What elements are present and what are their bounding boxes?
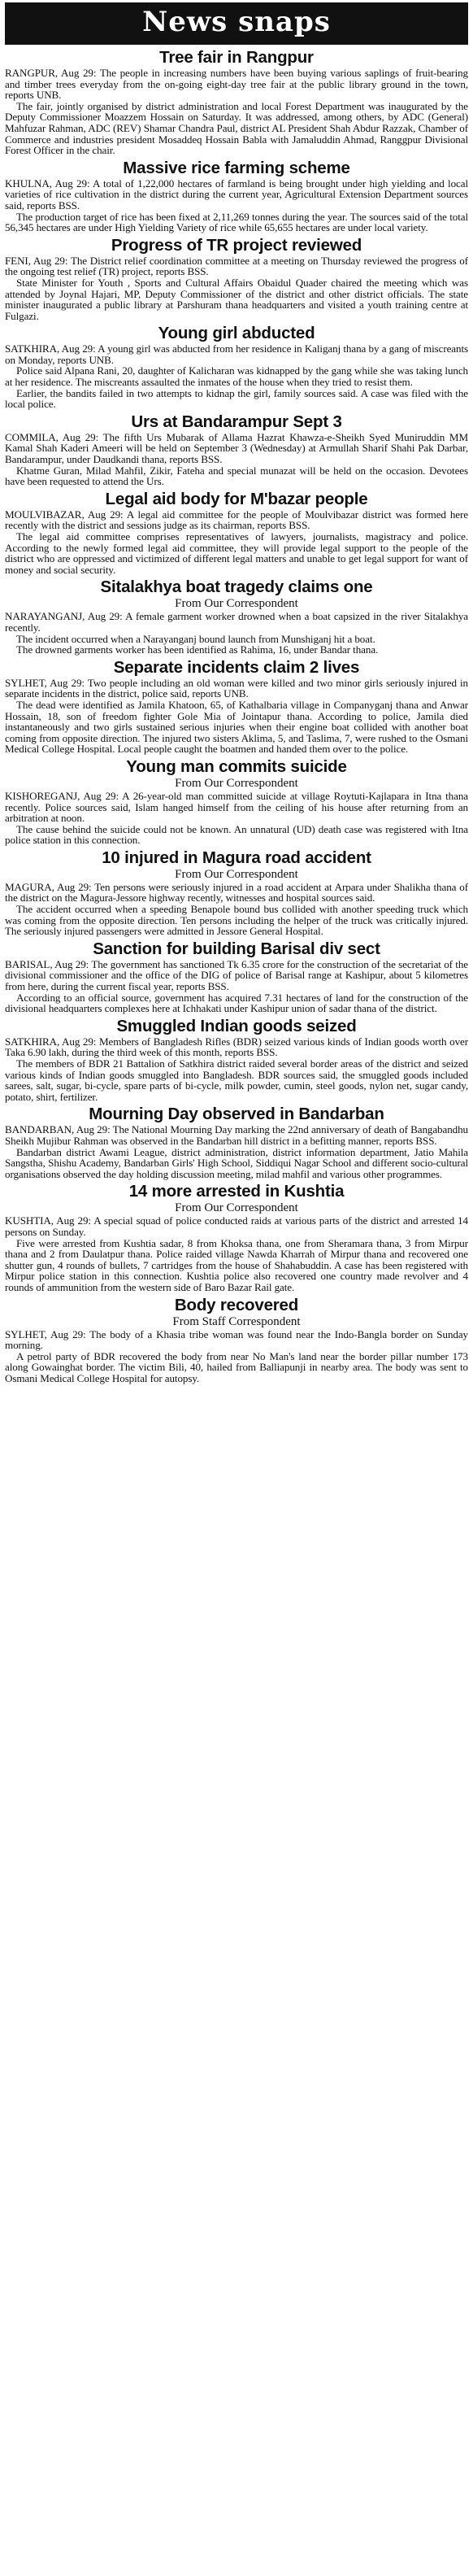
story-headline: Sitalakhya boat tragedy claims one [100, 578, 373, 597]
story-paragraph: The accident occurred when a speeding Benapole bound bus collided with another speeding truck which was coming from the opposite direction. Ten persons including the helper of the truck was critically injured. The seriously injured passengers were admitted in Jessore General Hospital. [5, 903, 468, 938]
news-story [5, 236, 468, 322]
news-story [5, 658, 468, 755]
story-paragraph: KHULNA, Aug 29: A total of 1,22,000 hectares of farmland is being brought under high yielding and local varieties of rice cultivation in the district during the current year, Agricultural Extension Department sources said, reports BSS. [5, 177, 468, 211]
story-byline: From Our Correspondent [175, 867, 298, 881]
story-paragraph: Five were arrested from Kushtia sadar, 8 from Khoksa thana, one from Sheramara thana, 3 from Mirpur thana and 2 from Daulatpur thana. Police raided village Nawda Kharrah of Mirpur thana and recovered one shutter gun, 4 rounds of bullets, 7 cartridges from the house of Shahabuddin. A case has been registered with Mirpur police station in this connection. Kushtia police also recovered one country made revolver and 4 rounds of ammunition from the western side of Baro Bazar Rail gate. [5, 1236, 468, 1293]
story-paragraph: Bandarban district Awami League, district administration, district information department, Jatio Mahila Sangstha, Shishu Academy, Bandarban Girls' High School, Siddiqui Nagar School and different socio-cultural organisations observed the day holding discussion meeting, milad mahfil and various other programmes. [5, 1145, 468, 1180]
story-paragraph: The members of BDR 21 Battalion of Satkhira district raided several border areas of the district and seized various kinds of Indian goods smuggled into Bangladesh. BDR sources said, the smuggled goods included sarees, salt, sugar, bi-cycle, spare parts of bi-cycle, milk powder, cumin, steel goods, nylon net, sugar candy, potato, shirt, fertilizer. [5, 1057, 468, 1103]
story-headline: Young man commits suicide [126, 756, 347, 776]
story-paragraph: SATKHIRA, Aug 29: Members of Bangladesh Rifles (BDR) seized various kinds of Indian goods worth over Taka 6.90 lakh, during the third week of this month, reports BSS. [5, 1035, 468, 1059]
story-byline: From Our Correspondent [175, 1201, 298, 1215]
story-paragraph: KISHOREGANJ, Aug 29: A 26-year-old man committed suicide at village Roytuti-Kajlapara in Itna thana recently. Police sources said, Islam hanged himself from the ceiling of his house after returning from an arbitration at noon. [5, 789, 468, 825]
story-paragraph: NARAYANGANJ, Aug 29: A female garment worker drowned when a boat capsized in the river Sitalakhya recently. [5, 610, 468, 634]
story-headline: Mourning Day observed in Bandarban [89, 1105, 384, 1124]
story-paragraph: SYLHET, Aug 29: Two people including an old woman were killed and two minor girls seriously injured in separate incidents in the district, police said, reports UNB. [5, 676, 468, 700]
story-paragraph: SATKHIRA, Aug 29: A young girl was abducted from her residence in Kaliganj thana by a gang of miscreants on Monday, reports UNB. [5, 342, 468, 366]
story-paragraph: SYLHET, Aug 29: The body of a Khasia tribe woman was found near the Indo-Bangla border on Sunday morning. [5, 1327, 468, 1352]
story-headline: Massive rice farming scheme [123, 158, 350, 177]
story-paragraph: The legal aid committee comprises representatives of lawyers, journalists, magistracy and police. According to the newly formed legal aid committee, they will provide legal support to the people of the district who are oppressed and victimized of different legal matters and unable to get legal support for want of money and social security. [5, 530, 468, 576]
story-paragraph: BANDARBAN, Aug 29: The National Mourning Day marking the 22nd anniversary of death of Bangabandhu Sheikh Mujibur Rahman was observed in the Bandarban hill district in a befitting manner, reports BSS. [5, 1123, 468, 1147]
story-paragraph: The dead were identified as Jamila Khatoon, 65, of Kathalbaria village in Companyganj thana and Anwar Hossain, 18, son of freedom fighter Gole Mia of Jointapur thana. According to police, Jamila died instantaneously and two girls sustained serious injuries when their engine boat collided with another boat coming from opposite direction. The injured two sisters Aklima, 5, and Taslima, 7, were rushed to the Osmani Medical College Hospital. Local people caught the boatmen and handed them over to the police. [5, 698, 468, 756]
story-byline: From Our Correspondent [175, 776, 298, 790]
news-story [5, 324, 468, 410]
story-headline: 10 injured in Magura road accident [102, 848, 371, 867]
story-byline: From Staff Correspondent [172, 1314, 301, 1328]
story-headline: Body recovered [174, 1295, 299, 1314]
story-headline: Progress of TR project reviewed [111, 235, 362, 255]
masthead-title: News snaps [5, 2, 468, 45]
news-story [5, 159, 468, 233]
news-story [5, 412, 468, 487]
news-story [5, 48, 468, 156]
story-paragraph: MAGURA, Aug 29: Ten persons were seriously injured in a road accident at Arpara under Shalikha thana of the district on the Magura-Jessore highway recently, witnesses and hospital sources said. [5, 880, 468, 904]
news-story [5, 1182, 468, 1292]
story-paragraph: State Minister for Youth , Sports and Cultural Affairs Obaidul Quader chaired the meeting which was attended by Joynal Hajari, MP, Deputy Commissioner of the district and other district officials. The state minister inaugurated a public library at Parshuram thana headquarters and visited a youth training centre at Fulgazi. [5, 276, 468, 322]
story-paragraph: BARISAL, Aug 29: The government has sanctioned Tk 6.35 crore for the construction of the secretariat of the divisional commissioner and the office of the DIG of police of Barisal range at Kashipur, about 5 kilometres from here, during the current fiscal year, reports BSS. [5, 957, 468, 993]
story-headline: Tree fair in Rangpur [159, 48, 314, 67]
story-paragraph: MOULVIBAZAR, Aug 29: A legal aid committee for the people of Moulvibazar district was formed here recently with the district and sessions judge as its chairman, reports BSS. [5, 508, 468, 532]
news-story [5, 1105, 468, 1179]
story-paragraph: A petrol party of BDR recovered the body from near No Man's land near the border pillar number 173 along Gowainghat border. The victim Bili, 40, hailed from Balliapunji in nearby area. The body was sent to Osmani Medical College Hospital for autopsy. [5, 1349, 468, 1384]
story-headline: Young girl abducted [158, 324, 315, 343]
story-headline: Legal aid body for M'bazar people [105, 489, 368, 508]
story-paragraph: COMMILA, Aug 29: The fifth Urs Mubarak of Allama Hazrat Khawza-e-Sheikh Syed Muniruddin MM Kamal Shah Kaderi Ameeri will be held on September 3 (Wednesday) at Armullah Sharif Shahi Pak Darbar, Bandarampur, under Daudkandi thana, reports BSS. [5, 430, 468, 466]
story-paragraph: Police said Alpana Rani, 20, daughter of Kalicharan was kidnapped by the gang while she was taking lunch at her residence. The miscreants assaulted the inmates of the house when they tried to resist them. [5, 364, 468, 389]
story-paragraph: KUSHTIA, Aug 29: A special squad of police conducted raids at various parts of the district and arrested 14 persons on Sunday. [5, 1214, 468, 1238]
story-headline: Smuggled Indian goods seized [116, 1016, 357, 1035]
news-story [5, 757, 468, 846]
story-headline: Urs at Bandarampur Sept 3 [131, 412, 342, 431]
story-headline: 14 more arrested in Kushtia [128, 1182, 345, 1201]
story-paragraph: FENI, Aug 29: The District relief coordination committee at a meeting on Thursday reviewed the progress of the ongoing test relief (TR) project, reports BSS. [5, 254, 468, 278]
news-story [5, 490, 468, 576]
story-paragraph: The drowned garments worker has been identified as Rahima, 16, under Bandar thana. [16, 643, 379, 656]
news-story [5, 848, 468, 937]
story-paragraph: The fair, jointly organised by district administration and local Forest Department was inaugurated by the Deputy Commissioner Moazzem Hossain on Saturday. It was addressed, among others, by ADC (General) Mahfuzar Rahman, ADC (REV) Shamar Chandra Paul, district AL President Shah Abdur Razzak, Chamber of Commerce and industries president Mosaddeq Hossain Babla with Jamaluddin Ahmad, Ranggpur Divisional Forest Officer in the chair. [5, 99, 468, 157]
story-headline: Sanction for building Barisal div sect [93, 939, 380, 958]
news-snaps-page [5, 2, 468, 2571]
story-paragraph: Khatme Guran, Milad Mahfil, Zikir, Fateha and special munazat will be held on the occasion. Devotees have been requested to attend the Urs. [5, 464, 468, 488]
stories-column [5, 48, 468, 1384]
story-paragraph: The production target of rice has been fixed at 2,11,269 tonnes during the year. The sources said of the total 56,345 hectares are under High Yielding Variety of rice while 65,655 hectares are under local variety. [5, 210, 468, 234]
news-story [5, 1017, 468, 1103]
news-story [5, 939, 468, 1014]
story-headline: Separate incidents claim 2 lives [113, 657, 360, 677]
story-paragraph: Earlier, the bandits failed in two attempts to kidnap the girl, family sources said. A case was filed with the local police. [5, 386, 468, 411]
story-paragraph: The incident occurred when a Narayanganj bound launch from Munshiganj hit a boat. [16, 632, 375, 645]
news-story [5, 578, 468, 655]
news-story [5, 1296, 468, 1384]
story-paragraph: RANGPUR, Aug 29: The people in increasing numbers have been buying various saplings of fruit-bearing and timber trees everyday from the on-going eight-day tree fair at the public library ground in the town, reports UNB. [5, 67, 468, 102]
story-paragraph: According to an official source, government has acquired 7.31 hectares of land for the construction of the divisional headquarters complexes here at Ichhakati under Kashipur union of sadar thana of the district. [5, 991, 468, 1015]
story-byline: From Our Correspondent [175, 597, 298, 611]
story-paragraph: The cause behind the suicide could not be known. An unnatural (UD) death case was registered with Itna police station in this connection. [5, 822, 468, 847]
